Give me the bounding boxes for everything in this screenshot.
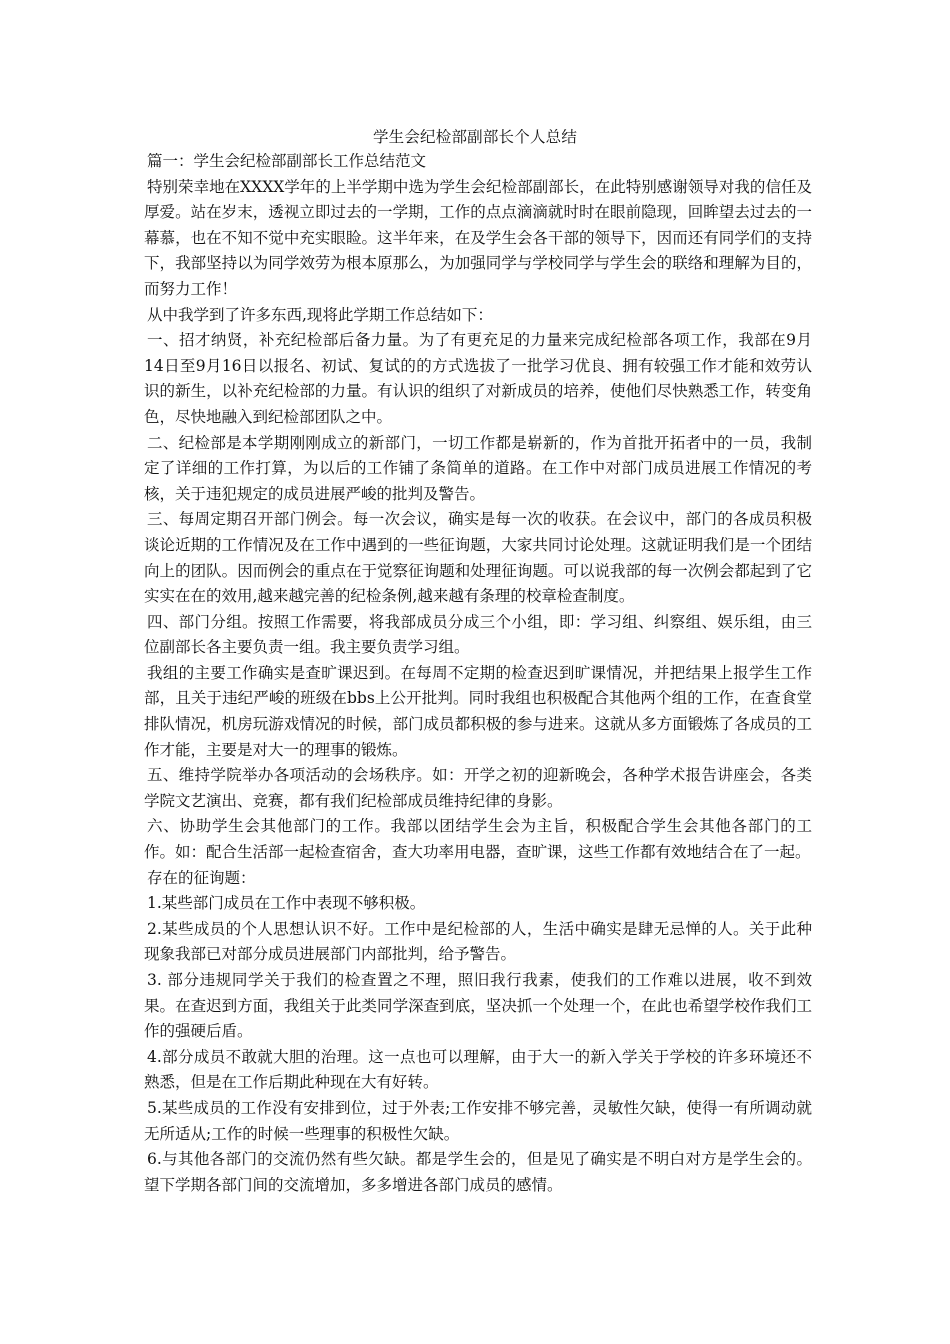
list-item: 3. 部分违规同学关于我们的检查置之不理，照旧我行我素，使我们的工作难以进展，收不到效果。在查迟到方面，我组关于此类同学深查到底，坚决抓一个处理一个，在此也希望学校作我们工作的强硬后盾。: [144, 971, 812, 1041]
paragraph: 从中我学到了许多东西,现将此学期工作总结如下：: [147, 305, 493, 324]
paragraph: 二、纪检部是本学期刚刚成立的新部门，一切工作都是崭新的，作为首批开拓者中的一员，我制定了详细的工作打算，为以后的工作铺了条简单的道路。在工作中对部门成员进展工作情况的考核，关于违犯规定的成员进展严峻的批判及警告。: [144, 433, 812, 503]
paragraph: 五、维持学院举办各项活动的会场秩序。如：开学之初的迎新晚会，各种学术报告讲座会，各类学院文艺演出、竞赛，都有我们纪检部成员维持纪律的身影。: [144, 766, 812, 810]
paragraph: 三、每周定期召开部门例会。每一次会议，确实是每一次的收获。在会议中，部门的各成员积极谈论近期的工作情况及在工作中遇到的一些征询题，大家共同讨论处理。这就证明我们是一个团结向上的团队。因而例会的重点在于觉察征询题和处理征询题。可以说我部的每一次例会都起到了它实实在在的效用,越来越完善的纪检条例,越来越有条理的校章检查制度。: [144, 510, 812, 606]
list-item: 2.某些成员的个人思想认识不好。工作中是纪检部的人，生活中确实是肆无忌惮的人。关于此种现象我部已对部分成员进展部门内部批判，给予警告。: [144, 919, 812, 964]
list-item: 1.某些部门成员在工作中表现不够积极。: [147, 894, 426, 913]
paragraph: 六、协助学生会其他部门的工作。我部以团结学生会为主旨，积极配合学生会其他各部门的工作。如：配合生活部一起检查宿舍，查大功率用电器，查旷课，这些工作都有效地结合在了一起。: [144, 817, 812, 862]
issues-heading: 存在的征询题：: [147, 868, 256, 887]
list-item: 4.部分成员不敢就大胆的治理。这一点也可以理解，由于大一的新入学关于学校的许多环境还不熟悉，但是在工作后期此种现在大有好转。: [144, 1047, 812, 1092]
document-body: [144, 149, 812, 1198]
list-item: 6.与其他各部门的交流仍然有些欠缺。都是学生会的，但是见了确实是不明白对方是学生会的。望下学期各部门间的交流增加，多多增进各部门成员的感情。: [144, 1150, 812, 1194]
paragraph: 一、招才纳贤，补充纪检部后备力量。为了有更充足的力量来完成纪检部各项工作，我部在9月14日至9月16日以报名、初试、复试的的方式选拔了一批学习优良、拥有较强工作才能和效劳认识的新生，以补充纪检部的力量。有认识的组织了对新成员的培养，使他们尽快熟悉工作，转变角色，尽快地融入到纪检部团队之中。: [144, 331, 812, 426]
section-heading: 篇一：学生会纪检部副部长工作总结范文: [147, 152, 427, 170]
paragraph: 四、部门分组。按照工作需要，将我部成员分成三个小组，即：学习组、纠察组、娱乐组，由三位副部长各主要负责一组。我主要负责学习组。: [144, 612, 812, 657]
list-item: 5.某些成员的工作没有安排到位，过于外表;工作安排不够完善，灵敏性欠缺，使得一有所调动就无所适从;工作的时候一些理事的积极性欠缺。: [144, 1098, 812, 1143]
paragraph: 特别荣幸地在XXXX学年的上半学期中选为学生会纪检部副部长，在此特别感谢领导对我的信任及厚爱。站在岁末，透视立即过去的一学期，工作的点点滴滴就时时在眼前隐现，回眸望去过去的一幕慕，也在不知不觉中充实眼睑。这半年来，在及学生会各干部的领导下，因而还有同学们的支持下，我部坚持以为同学效劳为根本原那么，为加强同学与学校同学与学生会的联络和理解为目的，而努力工作！: [144, 177, 812, 298]
document-title: 学生会纪检部副部长个人总结: [372, 128, 578, 146]
paragraph: 我组的主要工作确实是查旷课迟到。在每周不定期的检查迟到旷课情况，并把结果上报学生工作部，且关于违纪严峻的班级在bbs上公开批判。同时我组也积极配合其他两个组的工作，在查食堂排队情况，机房玩游戏情况的时候，部门成员都积极的参与进来。这就从多方面锻炼了各成员的工作才能，主要是对大一的理事的锻炼。: [144, 663, 812, 759]
